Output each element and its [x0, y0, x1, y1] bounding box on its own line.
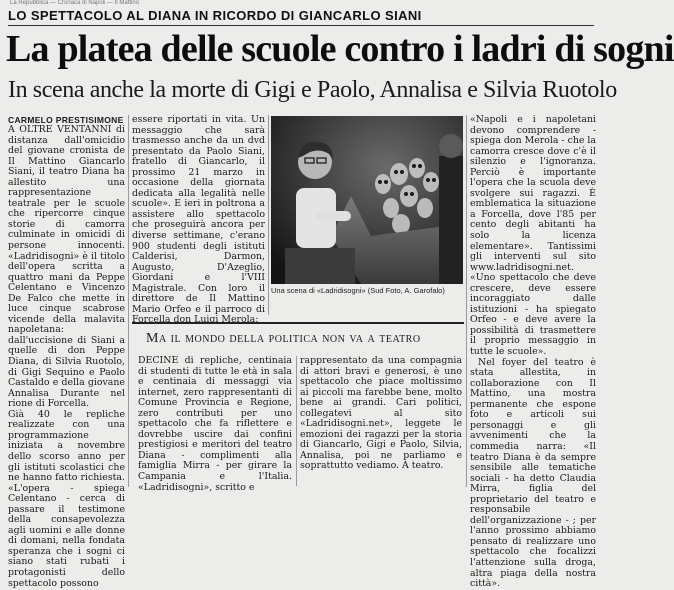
paragraph: Nel foyer del teatro è stata allestita, in collaborazione con Il Mattino, una mostra permanente che espone foto e articoli sui personaggi e gli avvenimenti che la commedia narra: «Il teatro Diana è da sempre sensibile alle tematiche sociali - ha detto Claudia Mirra, figlia del proprietario del teatro e responsabile dell'organizzazione - ; per l'anno prossimo abbiamo pensato di realizzare uno spettacolo che focalizzi l'attenzione sulla droga, altra piaga della nostra città». — [470, 356, 596, 590]
article-subheadline: In scena anche la morte di Gigi e Paolo, Annalisa e Silvia Ruotolo — [8, 77, 617, 103]
column-divider — [296, 356, 297, 486]
column-divider — [268, 115, 269, 315]
paragraph: DECINE di repliche, centinaia di studenti di tutte le età in sala e centinaia di messaggi via internet, zero rappresentanti di Comune Provincia e Regione, zero contributi per uno spettacolo che fa riflettere e dovrebbe uscire dai confini prestigiosi e meritori del teatro Diana - complimenti alla famiglia Mirra - per girare la Campania e l'Italia. «Ladridisogni», scritto e — [138, 355, 292, 493]
paragraph: rappresentato da una compagnia di attori bravi e generosi, è uno spettacolo che piace moltissimo ai piccoli ma farebbe bene, molto bene ai grandi. Cari politici, collegatevi al sito «Ladridisogni.net», leggete le emozioni dei ragazzi per la storia di Giancarlo, Gigi e Paolo, Silvia, Annalisa, poi ne parliamo e soprattutto vediamo. A teatro. — [300, 355, 462, 472]
sidebar-column-2 — [300, 356, 462, 486]
page-header-strip: La Repubblica — Cronaca di Napoli — Il Mattino — [10, 0, 140, 6]
stage-photo — [271, 116, 463, 284]
paragraph: Già 40 le repliche realizzate con una programmazione iniziata a novembre dello scorso anno per gli istituti scolastici che ne hanno fatto richiesta. «L'opera - spiega Celentano - cerca di passare il testimone della consapevolezza agli uomini e alle donne di domani, nella fondata speranza che i sogni ci siano stati rubati i protagonisti dello spettacolo possono — [8, 408, 125, 589]
article-column-5 — [470, 114, 596, 590]
column-divider — [128, 115, 129, 487]
article-kicker: LO SPETTACOLO AL DIANA IN RICORDO DI GIANCARLO SIANI — [8, 8, 422, 23]
article-headline: La platea delle scuole contro i ladri di sogni — [6, 28, 674, 70]
author-byline: CARMELO PRESTISIMONE — [8, 115, 124, 125]
article-column-2 — [132, 114, 265, 326]
paragraph: «Napoli e i napoletani devono comprendere - spiega don Merola - che la camorra cresce dove c'è il silenzio e l'ignoranza. Perciò è importante l'opera che la scuola deve svolgere sui ragazzi. È emblematica la situazione a Forcella, dove l'85 per cento degli abitanti ha solo la licenza elementare». Tantissimi gli interventi sul sito www.ladridisogni.net. «Uno spettacolo che deve crescere, deve essere incoraggiato dalle istituzioni - ha spiegato Orfeo - e deve avere la possibilità di trasmettere il proprio messaggio in tutte le scuole». — [470, 114, 596, 358]
paragraph: essere riportati in vita. Un messaggio che sarà trasmesso anche da un dvd presentato da Paolo Siani, fratello di Giancarlo, il prossimo 21 marzo in occasione della giornata dedicata alla legalità nelle scuole». E ieri in poltrona a assistere allo spettacolo che proseguirà ancora per diverse settimane, c'erano 900 studenti degli istituti Calderisi, Darmon, Augusto, D'Azeglio, Giordani e l'VIII Magistrale. Con loro il direttore de Il Mattino Mario Orfeo e il parroco di Forcella don Luigi Merola: — [132, 114, 265, 326]
sidebar-box-title: Ma il mondo della politica non va a teatro — [146, 331, 421, 346]
column-divider — [466, 115, 467, 487]
photo-caption: Una scena di «Ladridisogni» (Sud Foto, A. Garofalo) — [271, 286, 445, 295]
sidebar-column-1 — [138, 355, 292, 493]
photo-illustration — [271, 116, 463, 284]
article-column-1 — [8, 124, 125, 589]
header-divider — [8, 25, 594, 26]
paragraph: A OLTRE VENTANNI di distanza dall'omicidio del giovane cronista de Il Mattino Giancarlo Siani, il teatro Diana ha allestito una rappresentazione teatrale per le scuole che ripercorre cinque storie di camorra culminate in omicidi di persone innocenti. «Ladridisogni» è il titolo dell'opera scritta a quattro mani da Peppe Celentano e Vincenzo De Falco che mette in luce cinque scabrose vicende della malavita napoletana: dall'uccisione di Siani a quelle di don Peppe Diana, di Silvia Ruotolo, di Gigi Sequino e Paolo Castaldo e della giovane Annalisa Durante nel rione di Forcella. — [8, 124, 125, 410]
